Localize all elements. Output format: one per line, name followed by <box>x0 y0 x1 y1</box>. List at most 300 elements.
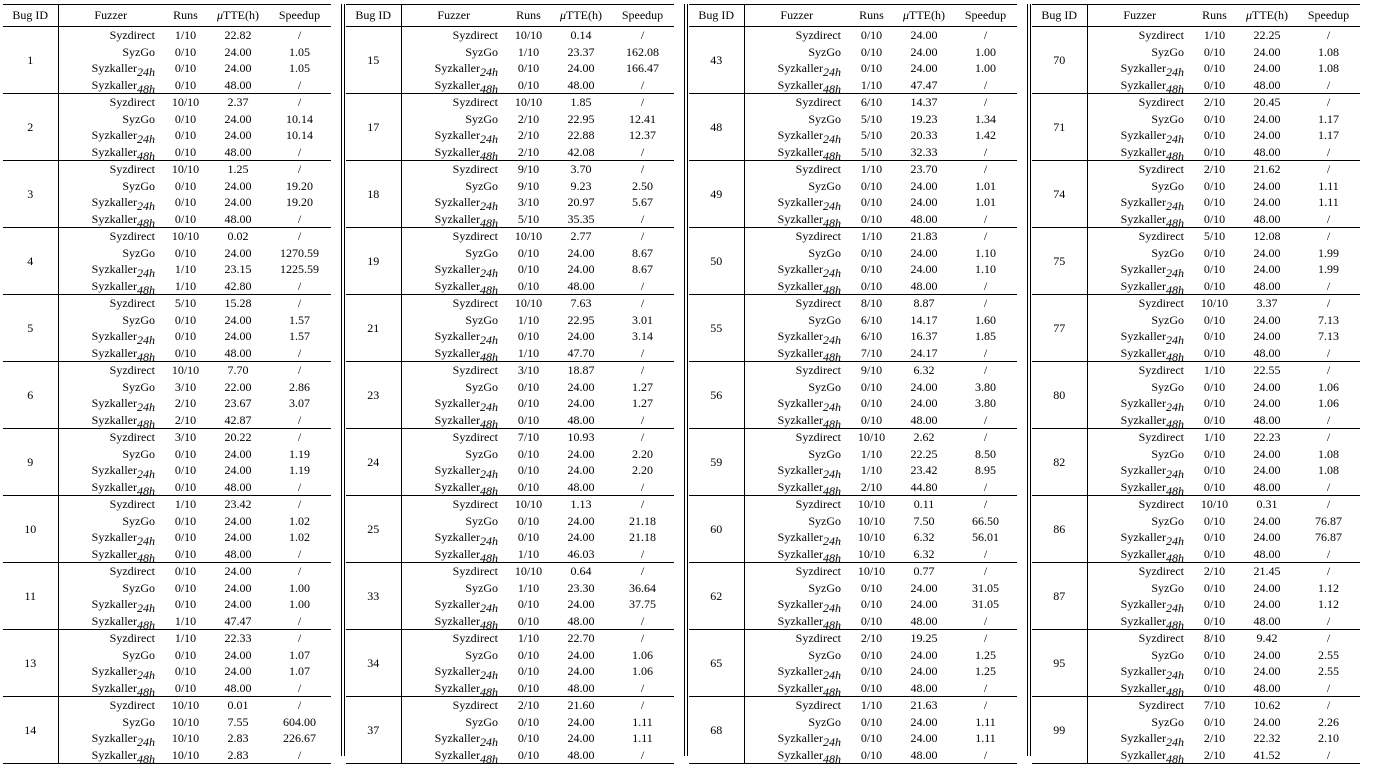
speedup-cell: 19.20 <box>286 178 313 193</box>
fuzzer-name: Syzkaller <box>91 597 137 612</box>
speedup-cell: 1.25 <box>975 647 996 662</box>
runs-cell: 9/10 <box>517 178 540 193</box>
speedup-cell: 1.00 <box>975 44 996 59</box>
runs-cell: 0/10 <box>174 647 197 662</box>
fuzzer-name: SyzGo <box>465 513 498 528</box>
tte-cell: 22.32 <box>1253 731 1281 746</box>
fuzzer-cell <box>58 161 163 178</box>
speedup-cell: / <box>1326 296 1331 311</box>
fuzzer-name: Syzkaller <box>1120 211 1166 226</box>
speedup-cell: / <box>1326 28 1331 43</box>
speedup-cell: 1.12 <box>1318 580 1339 595</box>
fuzzer-cell <box>58 462 163 482</box>
fuzzer-name: Syzkaller <box>434 278 480 293</box>
fuzzer-cell <box>401 714 506 731</box>
speedup-cell: 2.20 <box>632 463 653 478</box>
table-row <box>689 228 1017 245</box>
speedup-cell: / <box>297 497 302 512</box>
fuzzer-cell <box>744 362 849 379</box>
fuzzer-cell <box>1087 496 1192 513</box>
fuzzer-cell <box>1087 228 1192 245</box>
speedup-cell: 1.11 <box>1318 178 1339 193</box>
fuzzer-name: SyzGo <box>1151 379 1184 394</box>
tte-cell: 22.00 <box>224 379 252 394</box>
tte-cell: 9.42 <box>1256 631 1278 646</box>
runs-cell: 2/10 <box>517 111 540 126</box>
tte-cell: 48.00 <box>208 345 268 362</box>
fuzzer-cell <box>744 178 849 195</box>
runs-cell: 10/10 <box>1200 497 1229 512</box>
fuzzer-cell <box>1087 395 1192 415</box>
fuzzer-name: Syzdirect <box>452 28 498 43</box>
fuzzer-cell <box>401 730 506 750</box>
speedup-cell: 3.07 <box>289 396 310 411</box>
bug-id-cell: 75 <box>1032 228 1087 295</box>
speedup-cell: / <box>954 412 1017 429</box>
fuzzer-cell <box>58 60 163 80</box>
tte-cell: 12.08 <box>1253 229 1281 244</box>
runs-cell: 1/10 <box>506 546 551 563</box>
fuzzer-name: Syzkaller <box>777 61 823 76</box>
table-row <box>689 630 1017 647</box>
speedup-cell: / <box>268 345 331 362</box>
runs-cell: 0/10 <box>860 61 883 76</box>
speedup-cell: 1.11 <box>632 714 653 729</box>
mu-symbol: μ <box>902 8 910 22</box>
runs-cell: 10/10 <box>514 296 543 311</box>
fuzzer-name: SyzGo <box>122 714 155 729</box>
fuzzer-name: Syzkaller <box>777 479 823 494</box>
runs-cell: 2/10 <box>1203 162 1226 177</box>
runs-cell: 0/10 <box>860 647 883 662</box>
fuzzer-name: SyzGo <box>122 245 155 260</box>
tte-cell: 6.32 <box>913 363 935 378</box>
table-row <box>689 161 1017 178</box>
fuzzer-name: Syzkaller <box>777 530 823 545</box>
fuzzer-name: Syzkaller <box>1120 61 1166 76</box>
tte-cell: 24.00 <box>1253 714 1281 729</box>
header-runs: Runs <box>849 5 894 27</box>
runs-cell: 0/10 <box>1203 128 1226 143</box>
tte-cell: 44.80 <box>894 479 954 496</box>
fuzzer-subscript: 24h <box>1166 132 1184 147</box>
fuzzer-subscript: 48h <box>823 416 841 431</box>
fuzzer-name: Syzdirect <box>795 698 841 713</box>
fuzzer-cell <box>744 630 849 647</box>
fuzzer-subscript: 48h <box>823 483 841 498</box>
runs-cell: 1/10 <box>860 446 883 461</box>
fuzzer-name: Syzkaller <box>777 463 823 478</box>
fuzzer-name: Syzdirect <box>109 564 155 579</box>
fuzzer-subscript: 24h <box>1166 65 1184 80</box>
fuzzer-cell <box>744 680 849 697</box>
fuzzer-name: Syzdirect <box>452 631 498 646</box>
runs-cell: 0/10 <box>174 178 197 193</box>
tte-cell: 2.83 <box>227 731 249 746</box>
fuzzer-subscript: 24h <box>137 735 155 750</box>
tte-cell: 24.00 <box>1253 195 1281 210</box>
tte-cell: 32.33 <box>894 144 954 161</box>
runs-cell: 0/10 <box>163 345 208 362</box>
speedup-cell: / <box>611 412 674 429</box>
fuzzer-name: SyzGo <box>122 44 155 59</box>
speedup-cell: / <box>611 680 674 697</box>
runs-cell: 5/10 <box>1203 229 1226 244</box>
speedup-cell: / <box>268 479 331 496</box>
runs-cell: 0/10 <box>1203 262 1226 277</box>
speedup-cell: / <box>983 430 988 445</box>
runs-cell: 0/10 <box>506 613 551 630</box>
fuzzer-cell <box>1087 680 1192 697</box>
fuzzer-subscript: 24h <box>137 65 155 80</box>
runs-cell: 1/10 <box>163 278 208 295</box>
fuzzer-cell <box>1087 630 1192 647</box>
runs-cell: 2/10 <box>517 698 540 713</box>
fuzzer-name: Syzkaller <box>777 195 823 210</box>
fuzzer-name: Syzkaller <box>91 613 137 628</box>
runs-cell: 0/10 <box>1192 546 1237 563</box>
runs-cell: 0/10 <box>174 446 197 461</box>
runs-cell: 1/10 <box>517 312 540 327</box>
speedup-cell: / <box>640 363 645 378</box>
fuzzer-cell <box>401 412 506 429</box>
runs-cell: 8/10 <box>1203 631 1226 646</box>
fuzzer-cell <box>401 27 506 44</box>
tte-cell: 24.00 <box>910 580 938 595</box>
runs-cell: 3/10 <box>517 363 540 378</box>
fuzzer-name: Syzkaller <box>1120 412 1166 427</box>
speedup-cell: / <box>268 278 331 295</box>
fuzzer-name: Syzkaller <box>777 278 823 293</box>
table-row <box>346 228 674 245</box>
fuzzer-cell <box>58 647 163 664</box>
fuzzer-cell <box>401 647 506 664</box>
runs-cell: 0/10 <box>1192 144 1237 161</box>
speedup-cell: 1.02 <box>289 530 310 545</box>
table-row <box>689 496 1017 513</box>
bug-id-cell: 49 <box>689 161 744 228</box>
tte-cell: 24.00 <box>224 178 252 193</box>
runs-cell: 1/10 <box>860 162 883 177</box>
speedup-cell: 1.06 <box>1318 379 1339 394</box>
tte-cell: 22.95 <box>567 312 595 327</box>
tte-cell: 24.00 <box>567 446 595 461</box>
tte-cell: 24.00 <box>224 564 252 579</box>
tte-cell: 19.23 <box>910 111 938 126</box>
tte-cell: 3.70 <box>570 162 592 177</box>
fuzzer-subscript: 24h <box>480 333 498 348</box>
runs-cell: 0/10 <box>1203 446 1226 461</box>
fuzzer-name: Syzkaller <box>91 463 137 478</box>
speedup-cell: 1.25 <box>975 664 996 679</box>
fuzzer-cell <box>1087 261 1192 281</box>
fuzzer-cell <box>401 395 506 415</box>
fuzzer-subscript: 24h <box>480 601 498 616</box>
fuzzer-subscript: 24h <box>823 601 841 616</box>
speedup-cell: / <box>1297 412 1360 429</box>
runs-cell: 1/10 <box>517 631 540 646</box>
speedup-cell: 37.75 <box>629 597 656 612</box>
speedup-cell: / <box>954 77 1017 94</box>
tte-cell: 24.00 <box>1253 530 1281 545</box>
fuzzer-cell <box>401 111 506 128</box>
tte-label: TTE(h) <box>566 8 602 22</box>
tte-cell: 24.00 <box>567 396 595 411</box>
runs-cell: 0/10 <box>517 714 540 729</box>
speedup-cell: 226.67 <box>283 731 316 746</box>
fuzzer-cell <box>58 328 163 348</box>
speedup-cell: / <box>640 162 645 177</box>
fuzzer-subscript: 24h <box>480 400 498 415</box>
runs-cell: 6/10 <box>860 329 883 344</box>
fuzzer-cell <box>1087 479 1192 496</box>
bug-id-cell: 23 <box>346 362 401 429</box>
fuzzer-cell <box>1087 663 1192 683</box>
bug-id-cell: 60 <box>689 496 744 563</box>
speedup-cell: 1.00 <box>289 597 310 612</box>
runs-cell: 2/10 <box>174 396 197 411</box>
fuzzer-cell <box>744 697 849 714</box>
tte-cell: 23.70 <box>910 162 938 177</box>
runs-cell: 2/10 <box>163 412 208 429</box>
fuzzer-cell <box>401 747 506 764</box>
speedup-cell: / <box>1297 144 1360 161</box>
fuzzer-name: Syzkaller <box>91 262 137 277</box>
runs-cell: 0/10 <box>849 412 894 429</box>
fuzzer-name: Syzdirect <box>452 95 498 110</box>
runs-cell: 0/10 <box>174 111 197 126</box>
fuzzer-cell <box>58 312 163 329</box>
fuzzer-name: SyzGo <box>1151 245 1184 260</box>
fuzzer-cell <box>401 613 506 630</box>
fuzzer-name: Syzkaller <box>1120 680 1166 695</box>
fuzzer-cell <box>401 379 506 396</box>
fuzzer-name: Syzkaller <box>91 396 137 411</box>
tte-cell: 22.82 <box>224 28 252 43</box>
fuzzer-cell <box>1087 312 1192 329</box>
header-fuzzer: Fuzzer <box>58 5 163 27</box>
fuzzer-subscript: 24h <box>137 467 155 482</box>
fuzzer-name: SyzGo <box>1151 714 1184 729</box>
runs-cell: 0/10 <box>174 312 197 327</box>
speedup-cell: 1.08 <box>1318 44 1339 59</box>
fuzzer-subscript: 24h <box>480 534 498 549</box>
tte-cell: 24.00 <box>910 262 938 277</box>
fuzzer-cell <box>401 429 506 446</box>
table-row <box>346 94 674 111</box>
tte-cell: 23.30 <box>567 580 595 595</box>
header-fuzzer: Fuzzer <box>744 5 849 27</box>
fuzzer-subscript: 24h <box>1166 199 1184 214</box>
fuzzer-cell <box>744 379 849 396</box>
runs-cell: 0/10 <box>517 664 540 679</box>
fuzzer-name: SyzGo <box>122 379 155 394</box>
bug-id-cell: 62 <box>689 563 744 630</box>
runs-cell: 0/10 <box>849 613 894 630</box>
fuzzer-name: Syzkaller <box>1120 613 1166 628</box>
fuzzer-cell <box>401 345 506 362</box>
table-row <box>3 295 331 312</box>
tte-cell: 24.00 <box>567 513 595 528</box>
fuzzer-subscript: 48h <box>1166 550 1184 565</box>
tte-cell: 24.00 <box>1253 580 1281 595</box>
speedup-cell: 3.80 <box>975 396 996 411</box>
speedup-cell: / <box>297 631 302 646</box>
fuzzer-cell <box>58 278 163 295</box>
fuzzer-name: Syzkaller <box>1120 747 1166 762</box>
runs-cell: 2/10 <box>1203 731 1226 746</box>
table-row <box>689 94 1017 111</box>
speedup-cell: / <box>954 278 1017 295</box>
fuzzer-cell <box>1087 245 1192 262</box>
fuzzer-cell <box>401 596 506 616</box>
fuzzer-cell <box>744 77 849 94</box>
fuzzer-name: Syzkaller <box>777 329 823 344</box>
speedup-cell: 1225.59 <box>280 262 319 277</box>
table-row <box>1032 362 1360 379</box>
bug-id-cell: 3 <box>3 161 58 228</box>
runs-cell: 9/10 <box>517 162 540 177</box>
runs-cell: 0/10 <box>174 128 197 143</box>
runs-cell: 1/10 <box>174 497 197 512</box>
runs-cell: 0/10 <box>1203 44 1226 59</box>
fuzzer-cell <box>1087 529 1192 549</box>
tte-label: TTE(h) <box>223 8 259 22</box>
speedup-cell: 1.99 <box>1318 262 1339 277</box>
fuzzer-name: Syzdirect <box>795 162 841 177</box>
fuzzer-name: Syzkaller <box>1120 77 1166 92</box>
speedup-cell: / <box>1297 77 1360 94</box>
tte-cell: 24.00 <box>567 262 595 277</box>
runs-cell: 0/10 <box>163 77 208 94</box>
fuzzer-cell <box>744 328 849 348</box>
fuzzer-cell <box>1087 127 1192 147</box>
bug-id-cell: 25 <box>346 496 401 563</box>
fuzzer-name: Syzkaller <box>777 345 823 360</box>
table-row <box>3 161 331 178</box>
fuzzer-cell <box>1087 730 1192 750</box>
fuzzer-cell <box>401 513 506 530</box>
runs-cell: 5/10 <box>849 144 894 161</box>
runs-cell: 3/10 <box>174 430 197 445</box>
fuzzer-name: SyzGo <box>465 714 498 729</box>
speedup-cell: 1.06 <box>632 647 653 662</box>
fuzzer-cell <box>744 496 849 513</box>
fuzzer-cell <box>1087 596 1192 616</box>
speedup-cell: 56.01 <box>972 530 999 545</box>
fuzzer-name: Syzdirect <box>1138 430 1184 445</box>
fuzzer-name: SyzGo <box>122 513 155 528</box>
fuzzer-name: Syzdirect <box>452 564 498 579</box>
bug-id-cell: 17 <box>346 94 401 161</box>
table-row <box>3 27 331 44</box>
runs-cell: 0/10 <box>517 530 540 545</box>
fuzzer-cell <box>58 613 163 630</box>
tte-cell: 0.64 <box>570 564 592 579</box>
runs-cell: 5/10 <box>506 211 551 228</box>
fuzzer-cell <box>401 580 506 597</box>
fuzzer-cell <box>401 479 506 496</box>
speedup-cell: / <box>611 613 674 630</box>
speedup-cell: / <box>954 747 1017 764</box>
fuzzer-cell <box>744 580 849 597</box>
fuzzer-name: Syzdirect <box>1138 363 1184 378</box>
bug-id-cell: 11 <box>3 563 58 630</box>
fuzzer-cell <box>744 462 849 482</box>
speedup-cell: / <box>640 497 645 512</box>
bug-id-cell: 13 <box>3 630 58 697</box>
fuzzer-cell <box>1087 94 1192 111</box>
fuzzer-name: SyzGo <box>465 580 498 595</box>
tte-cell: 0.77 <box>913 564 935 579</box>
fuzzer-cell <box>401 77 506 94</box>
fuzzer-cell <box>744 60 849 80</box>
runs-cell: 0/10 <box>1192 613 1237 630</box>
fuzzer-subscript: 24h <box>1166 534 1184 549</box>
tte-cell: 24.00 <box>910 44 938 59</box>
fuzzer-name: Syzdirect <box>452 229 498 244</box>
tte-cell: 48.00 <box>894 278 954 295</box>
runs-cell: 10/10 <box>171 714 200 729</box>
speedup-cell: / <box>611 747 674 764</box>
fuzzer-name: SyzGo <box>1151 580 1184 595</box>
speedup-cell: 1.02 <box>289 513 310 528</box>
fuzzer-name: Syzdirect <box>109 497 155 512</box>
speedup-cell: / <box>1326 162 1331 177</box>
speedup-cell: / <box>297 162 302 177</box>
fuzzer-subscript: 24h <box>137 534 155 549</box>
fuzzer-cell <box>58 563 163 580</box>
fuzzer-cell <box>744 127 849 147</box>
header-bug-id: Bug ID <box>3 5 58 27</box>
fuzzer-subscript: 24h <box>1166 333 1184 348</box>
fuzzer-cell <box>401 496 506 513</box>
runs-cell: 2/10 <box>1192 747 1237 764</box>
bug-id-cell: 5 <box>3 295 58 362</box>
fuzzer-cell <box>744 714 849 731</box>
fuzzer-subscript: 24h <box>1166 735 1184 750</box>
tte-cell: 48.00 <box>894 613 954 630</box>
tte-cell: 21.83 <box>910 229 938 244</box>
table-row <box>1032 630 1360 647</box>
speedup-cell: 1.08 <box>1318 463 1339 478</box>
fuzzer-name: SyzGo <box>808 379 841 394</box>
tte-cell: 18.87 <box>567 363 595 378</box>
runs-cell: 0/10 <box>174 580 197 595</box>
speedup-cell: / <box>954 680 1017 697</box>
speedup-cell: / <box>297 229 302 244</box>
fuzzer-cell <box>1087 178 1192 195</box>
fuzzer-name: Syzkaller <box>91 680 137 695</box>
runs-cell: 2/10 <box>849 479 894 496</box>
tte-cell: 7.70 <box>227 363 249 378</box>
tte-cell: 22.88 <box>567 128 595 143</box>
fuzzer-cell <box>58 513 163 530</box>
speedup-cell: 166.47 <box>626 61 659 76</box>
fuzzer-name: Syzkaller <box>91 479 137 494</box>
tte-cell: 6.32 <box>894 546 954 563</box>
fuzzer-name: SyzGo <box>465 44 498 59</box>
fuzzer-cell <box>58 596 163 616</box>
runs-cell: 1/10 <box>1203 363 1226 378</box>
fuzzer-name: SyzGo <box>122 312 155 327</box>
tte-label: TTE(h) <box>909 8 945 22</box>
runs-cell: 0/10 <box>1192 278 1237 295</box>
bug-id-cell: 2 <box>3 94 58 161</box>
speedup-cell: / <box>268 77 331 94</box>
fuzzer-cell <box>58 446 163 463</box>
fuzzer-name: Syzkaller <box>1120 597 1166 612</box>
